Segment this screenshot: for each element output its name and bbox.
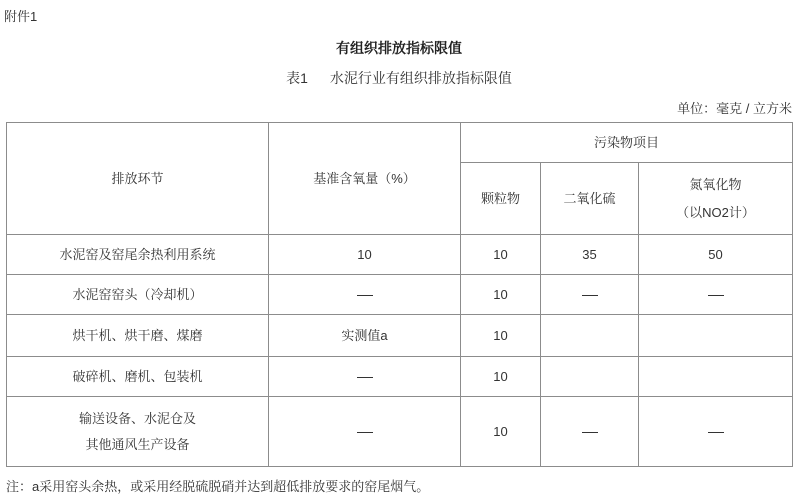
cell-oxygen xyxy=(269,397,461,467)
page-title: 有组织排放指标限值 xyxy=(336,40,462,56)
table-caption-text: 水泥行业有组织排放指标限值 xyxy=(329,70,512,86)
cell-oxygen xyxy=(269,357,461,397)
dash-mark xyxy=(582,432,598,433)
header-nox xyxy=(639,163,793,235)
cell-stage xyxy=(7,357,269,397)
cell-nox xyxy=(639,397,793,467)
cell-particulate: 10 xyxy=(461,357,541,397)
cell-stage-line: 水泥窑窑头（冷却机） xyxy=(72,286,203,302)
attachment-label: 附件1 xyxy=(4,9,38,24)
table-row xyxy=(7,357,793,397)
cell-stage-line: 输送设备、水泥仓及 xyxy=(78,410,196,426)
cell-nox xyxy=(639,275,793,315)
cell-so2 xyxy=(541,357,639,397)
header-pollutants: 污染物项目 xyxy=(461,123,793,163)
footnote: 注：a采用窑头余热，或采用经脱硫脱硝并达到超低排放要求的窑尾烟气。 xyxy=(6,479,430,494)
cell-so2 xyxy=(541,397,639,467)
table-row xyxy=(7,275,793,315)
cell-stage xyxy=(7,397,269,467)
dash-mark xyxy=(357,377,373,378)
header-particulate: 颗粒物 xyxy=(461,163,541,235)
cell-nox xyxy=(639,357,793,397)
table-caption xyxy=(0,68,798,88)
dash-mark xyxy=(708,432,724,433)
cell-particulate: 10 xyxy=(461,315,541,357)
cell-particulate: 10 xyxy=(461,275,541,315)
cell-so2 xyxy=(541,275,639,315)
cell-oxygen: 实测值a xyxy=(269,315,461,357)
cell-stage xyxy=(7,235,269,275)
table-number: 表1 xyxy=(286,70,308,86)
table-row xyxy=(7,315,793,357)
table-row xyxy=(7,235,793,275)
cell-stage xyxy=(7,315,269,357)
dash-mark xyxy=(357,432,373,433)
header-oxygen: 基准含氧量（%） xyxy=(269,123,461,235)
header-stage: 排放环节 xyxy=(7,123,269,235)
cell-stage-line: 水泥窑及窑尾余热利用系统 xyxy=(59,246,216,262)
cell-oxygen xyxy=(269,275,461,315)
cell-particulate: 10 xyxy=(461,235,541,275)
table-row xyxy=(7,397,793,467)
emission-limits-table xyxy=(6,122,793,467)
cell-oxygen: 10 xyxy=(269,235,461,275)
cell-nox: 50 xyxy=(639,235,793,275)
cell-stage-line: 破碎机、磨机、包装机 xyxy=(72,368,203,384)
cell-nox xyxy=(639,315,793,357)
dash-mark xyxy=(357,295,373,296)
cell-particulate: 10 xyxy=(461,397,541,467)
cell-so2: 35 xyxy=(541,235,639,275)
dash-mark xyxy=(708,295,724,296)
cell-stage xyxy=(7,275,269,315)
cell-so2 xyxy=(541,315,639,357)
dash-mark xyxy=(582,295,598,296)
cell-stage-line: 烘干机、烘干磨、煤磨 xyxy=(72,327,203,343)
header-nox-line2: （以NO2计） xyxy=(676,204,755,220)
cell-stage-line: 其他通风生产设备 xyxy=(85,436,190,452)
header-nox-line1: 氮氧化物 xyxy=(689,176,742,192)
header-so2: 二氧化硫 xyxy=(541,163,639,235)
unit-label: 单位：毫克 / 立方米 xyxy=(677,101,792,116)
